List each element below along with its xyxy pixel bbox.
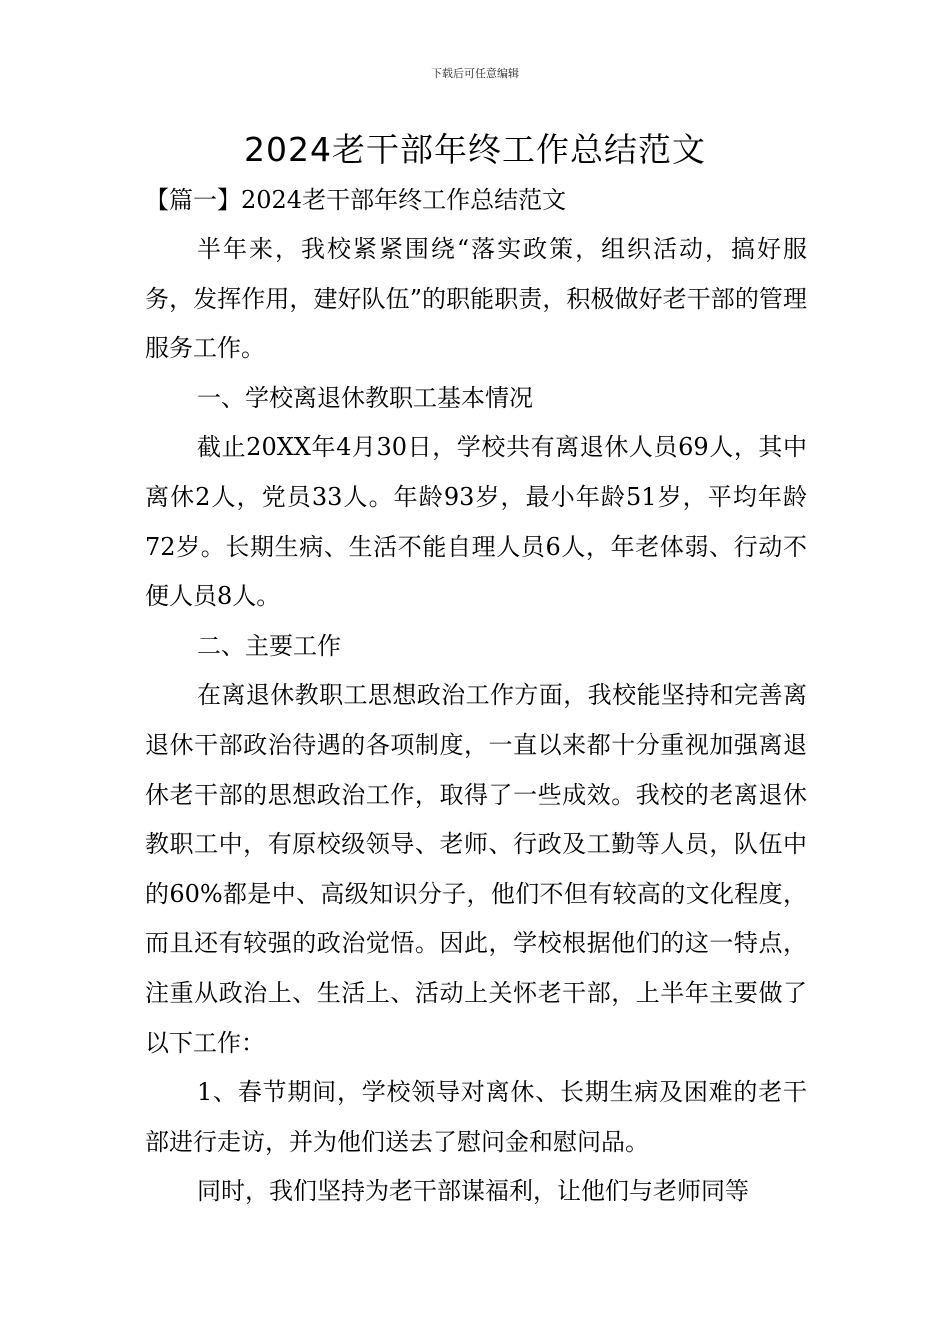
paragraph-welfare: 同时，我们坚持为老干部谋福利，让他们与老师同等 bbox=[197, 1177, 749, 1206]
heading-main-work: 二、主要工作 bbox=[197, 631, 341, 660]
section-title: 【篇一】2024老干部年终工作总结范文 bbox=[145, 186, 567, 214]
heading-basic-situation: 一、学校离退休教职工基本情况 bbox=[197, 383, 533, 412]
document-body bbox=[145, 225, 807, 1217]
paragraph-intro: 半年来，我校紧紧围绕“落实政策，组织活动，搞好服务，发挥作用，建好队伍”的职能职责，积极做好老干部的管理服务工作。 bbox=[145, 235, 807, 363]
header-note: 下载后可任意编辑 bbox=[431, 67, 519, 80]
paragraph-statistics: 截止20XX年4月30日，学校共有离退休人员69人，其中离休2人，党员33人。年龄93岁，最小年龄51岁，平均年龄72岁。长期生病、生活不能自理人员6人，年老体弱、行动不便人员8人。 bbox=[145, 433, 807, 611]
paragraph-spring-festival: 1、春节期间，学校领导对离休、长期生病及困难的老干部进行走访，并为他们送去了慰问金和慰问品。 bbox=[145, 1078, 807, 1156]
paragraph-political-work: 在离退休教职工思想政治工作方面，我校能坚持和完善离退休干部政治待遇的各项制度，一直以来都十分重视加强离退休老干部的思想政治工作，取得了一些成效。我校的老离退休教职工中，有原校级领导、老师、行政及工勤等人员，队伍中的60%都是中、高级知识分子，他们不但有较高的文化程度，而且还有较强的政治觉悟。因此，学校根据他们的这一特点，注重从政治上、生活上、活动上关怀老干部，上半年主要做了以下工作： bbox=[145, 681, 807, 1057]
document-title: 2024老干部年终工作总结范文 bbox=[244, 130, 706, 169]
